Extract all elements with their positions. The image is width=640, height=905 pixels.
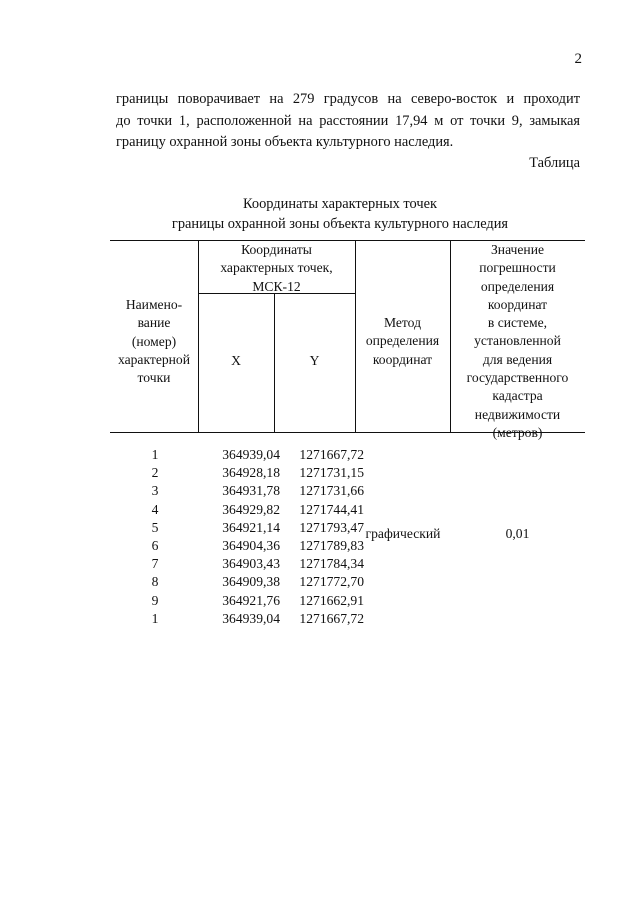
- intro-paragraph: [116, 89, 580, 154]
- coord-y: 1271667,72: [299, 447, 364, 462]
- header-method-line: Метод: [383, 315, 422, 330]
- coord-y: 1271662,91: [299, 592, 364, 608]
- header-precision-line: (метров): [492, 424, 543, 440]
- header-method: [355, 314, 450, 369]
- header-precision-line: погрешности: [479, 260, 556, 276]
- point-number: 4: [151, 501, 159, 517]
- header-method-line: координат: [372, 351, 433, 367]
- point-number: 3: [151, 483, 159, 499]
- point-number: 2: [151, 465, 159, 481]
- coord-x: 364909,38: [222, 574, 280, 590]
- coord-y: 1271793,47: [299, 519, 364, 535]
- header-precision-line: кадастра: [492, 388, 543, 404]
- header-name-line: (номер): [131, 333, 177, 349]
- coord-y: 1271784,34: [299, 556, 364, 572]
- point-number: 8: [151, 574, 159, 590]
- point-number: 7: [151, 556, 159, 572]
- table-row: [110, 592, 364, 610]
- coord-y: 1271789,83: [299, 538, 364, 553]
- header-coords-line: Координаты: [241, 242, 312, 257]
- table-row: [110, 501, 364, 519]
- header-precision: [450, 241, 585, 442]
- point-number: 1: [151, 610, 159, 626]
- coord-x: 364903,43: [222, 556, 280, 572]
- coord-x: 364931,78: [222, 483, 280, 499]
- intro-line: границу охранной зоны объекта культурного наследия.: [116, 134, 454, 150]
- coord-y: 1271744,41: [299, 501, 364, 517]
- header-method-line: определения: [365, 333, 440, 349]
- header-precision-line: в системе,: [487, 315, 548, 331]
- table-label: Таблица: [529, 155, 580, 171]
- header-y: Y: [309, 353, 320, 368]
- coord-x: 364929,82: [222, 501, 280, 517]
- table-title: [60, 194, 620, 234]
- table-title-line: Координаты характерных точек: [243, 196, 437, 212]
- header-name-line: вание: [137, 315, 171, 331]
- table-row: [110, 519, 364, 537]
- coord-x: 364921,14: [222, 519, 280, 535]
- table-row: [110, 574, 364, 591]
- intro-line: границы поворачивает на 279 градусов на северо-восток и проходит: [116, 91, 580, 107]
- coord-x: 364939,04: [222, 610, 280, 626]
- header-name-line: Наимено-: [125, 297, 183, 312]
- coord-y: 1271667,72: [299, 610, 364, 626]
- header-precision-line: Значение: [490, 242, 545, 257]
- header-coords-line: МСК-12: [252, 278, 301, 294]
- table-row: [110, 610, 364, 628]
- intro-line: до точки 1, расположенной на расстоянии 17,94 м от точки 9, замыкая: [116, 112, 580, 129]
- header-precision-line: для ведения: [482, 351, 553, 367]
- header-coords-line: характерных точек,: [220, 260, 333, 276]
- page-number: 2: [574, 51, 582, 67]
- header-precision-line: недвижимости: [474, 406, 561, 422]
- coord-y: 1271731,15: [299, 465, 364, 481]
- table-title-line: границы охранной зоны объекта культурного наследия: [171, 216, 509, 232]
- header-coords: [198, 241, 355, 296]
- header-name: [110, 296, 198, 387]
- table-row: [110, 556, 364, 573]
- precision-value: 0,01: [505, 526, 530, 541]
- point-number: 6: [151, 538, 159, 553]
- point-number: 1: [151, 447, 159, 462]
- table-row: [110, 483, 364, 500]
- coord-x: 364904,36: [222, 538, 280, 553]
- point-number: 5: [151, 519, 159, 535]
- header-precision-line: координат: [487, 296, 548, 312]
- header-x: X: [231, 353, 241, 368]
- table-row: [110, 447, 364, 464]
- table-header: [110, 240, 585, 440]
- coord-y: 1271731,66: [299, 483, 364, 499]
- coord-y: 1271772,70: [299, 574, 364, 590]
- header-precision-line: установленной: [474, 333, 561, 349]
- table-row: [110, 465, 364, 482]
- point-number: 9: [151, 592, 159, 608]
- method-value: графический: [365, 526, 441, 541]
- header-precision-line: определения: [480, 278, 555, 294]
- table-row: [110, 538, 364, 555]
- header-name-line: точки: [137, 370, 171, 386]
- coord-x: 364939,04: [222, 447, 280, 462]
- coord-x: 364928,18: [222, 465, 280, 481]
- header-precision-line: государственного: [466, 370, 569, 386]
- coord-x: 364921,76: [222, 592, 280, 608]
- header-name-line: характерной: [117, 351, 191, 367]
